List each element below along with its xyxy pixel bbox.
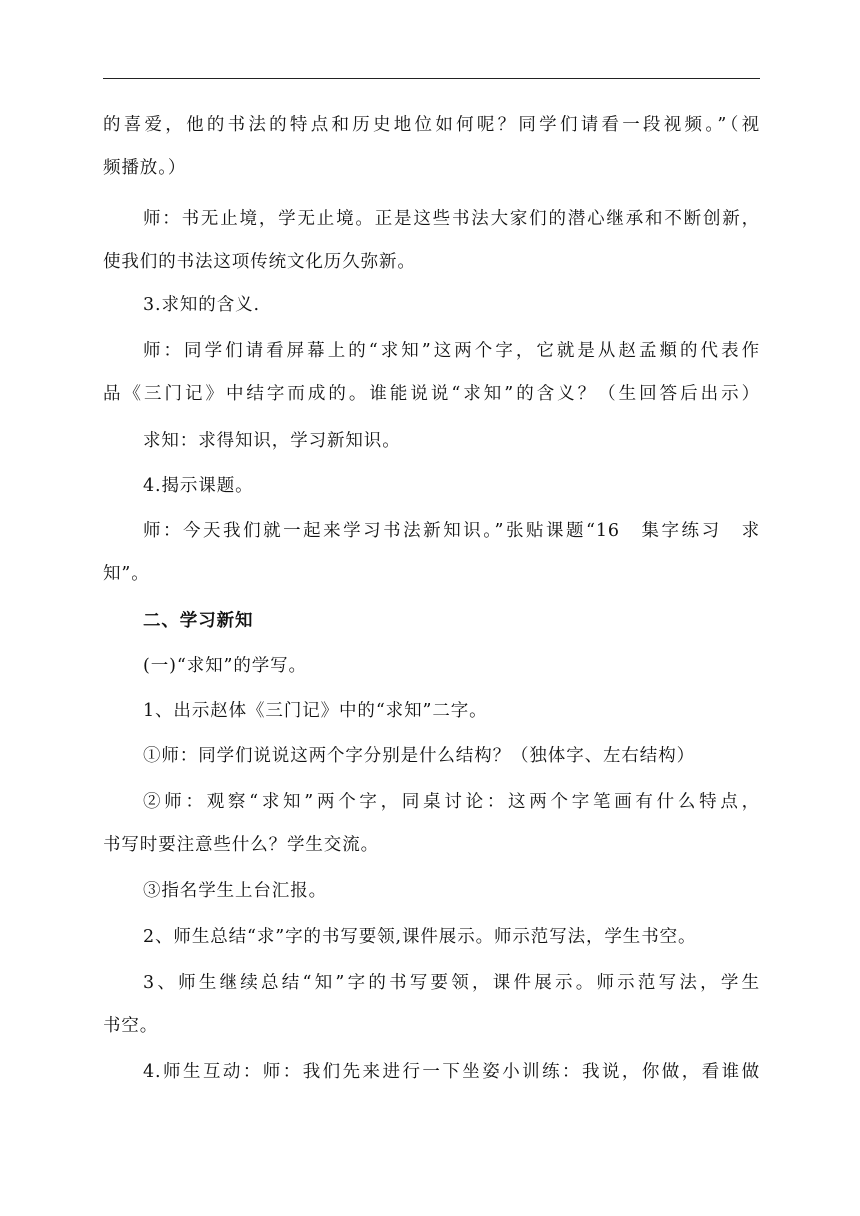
section-title: 二、学习新知 xyxy=(143,611,254,631)
list-item: 3、师生继续总结“知”字的书写要领，课件展示。师示范写法，学生 xyxy=(143,973,760,993)
section-heading: 3.求知的含义. xyxy=(143,295,260,315)
list-item: ②师：观察“求知”两个字，同桌讨论：这两个字笔画有什么特点， xyxy=(143,792,760,812)
paragraph-line: 使我们的书法这项传统文化历久弥新。 xyxy=(103,252,416,272)
paragraph-line: 频播放。） xyxy=(103,158,187,178)
list-item: 2、师生总结“求”字的书写要领,课件展示。师示范写法，学生书空。 xyxy=(143,927,697,947)
list-item: ①师：同学们说说这两个字分别是什么结构？（独体字、左右结构） xyxy=(143,746,695,766)
section-heading: 4.揭示课题。 xyxy=(143,476,254,496)
paragraph-line: 师：今天我们就一起来学习书法新知识。”张贴课题“16 集字练习 求 xyxy=(143,521,760,541)
paragraph-line: 品《三门记》中结字而成的。谁能说说“求知”的含义？（生回答后出示） xyxy=(103,384,760,404)
paragraph-line: 师：书无止境，学无止境。正是这些书法大家们的潜心继承和不断创新， xyxy=(143,209,760,229)
paragraph-line: 师：同学们请看屏幕上的“求知”这两个字，它就是从赵孟頫的代表作 xyxy=(143,341,760,361)
header-rule xyxy=(103,78,760,79)
subsection-heading: (一)“求知”的学写。 xyxy=(143,656,307,676)
paragraph-line: 书写时要注意些什么？学生交流。 xyxy=(103,835,379,855)
paragraph-line: 的喜爱，他的书法的特点和历史地位如何呢？同学们请看一段视频。”（视 xyxy=(103,115,760,135)
list-item: 4.师生互动：师：我们先来进行一下坐姿小训练：我说，你做，看谁做 xyxy=(143,1062,760,1082)
paragraph-line: 求知：求得知识，学习新知识。 xyxy=(143,431,401,451)
paragraph-line: 知”。 xyxy=(103,564,150,584)
paragraph-line: 书空。 xyxy=(103,1016,159,1036)
list-item: 1、出示赵体《三门记》中的“求知”二字。 xyxy=(143,701,488,721)
list-item: ③指名学生上台汇报。 xyxy=(143,881,327,901)
